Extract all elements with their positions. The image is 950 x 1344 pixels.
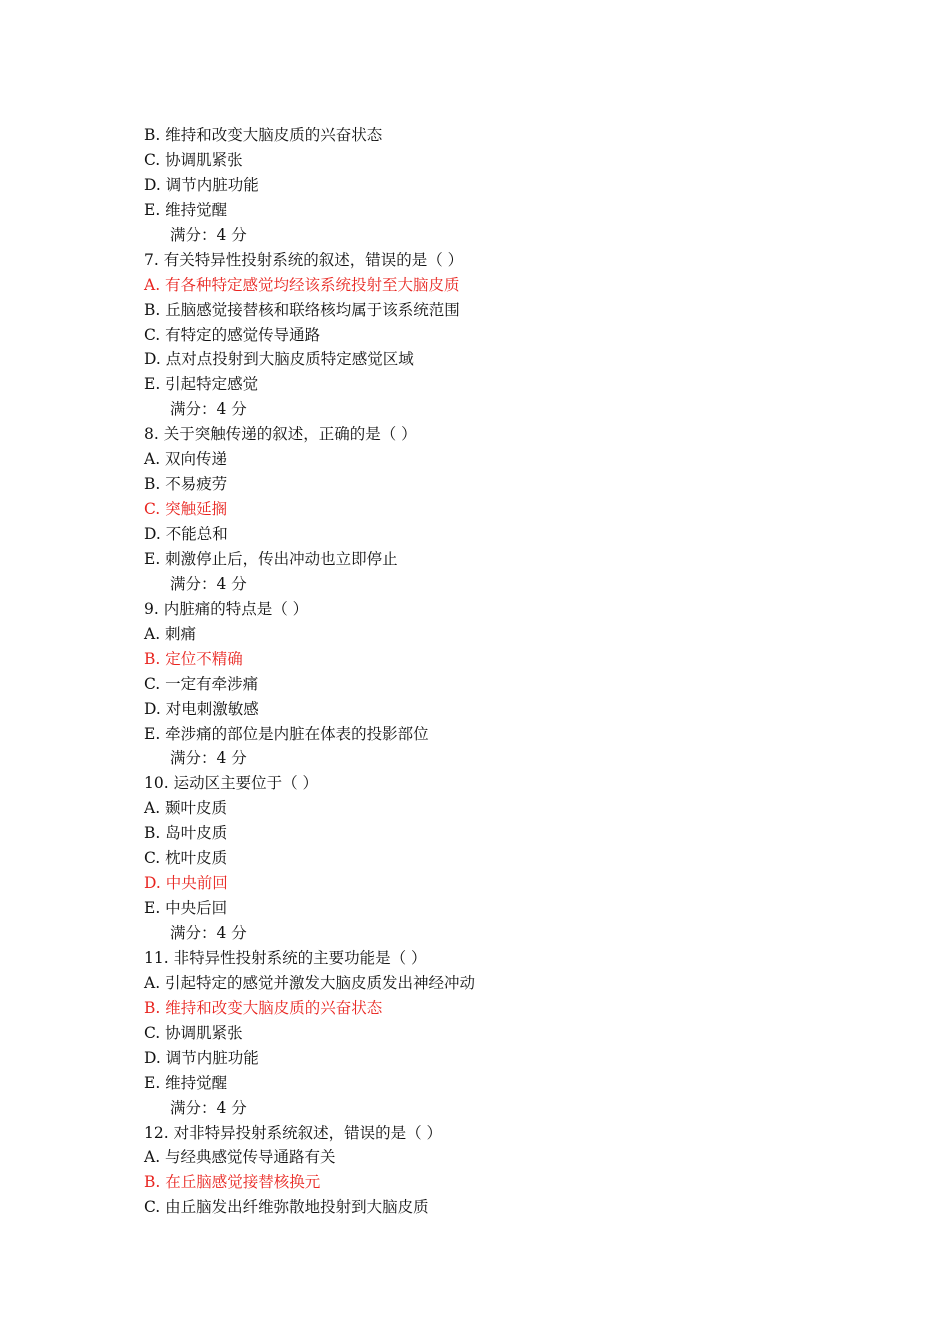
answer-option: C. 协调肌紧张 <box>144 1023 243 1042</box>
answer-option: C. 枕叶皮质 <box>144 849 228 868</box>
answer-option: E. 引起特定感觉 <box>144 375 259 394</box>
correct-answer-option: B. 维持和改变大脑皮质的兴奋状态 <box>144 998 383 1017</box>
answer-option: B. 维持和改变大脑皮质的兴奋状态 <box>144 126 383 144</box>
answer-option: A. 颞叶皮质 <box>144 799 228 818</box>
score-line: 满分：4 分 <box>170 749 247 768</box>
quiz-document <box>144 123 864 1220</box>
score-line: 满分：4 分 <box>170 400 247 419</box>
answer-option: E. 牵涉痛的部位是内脏在体表的投影部位 <box>144 724 429 743</box>
answer-option: A. 刺痛 <box>144 624 197 643</box>
answer-option: A. 与经典感觉传导通路有关 <box>144 1148 336 1167</box>
correct-answer-option: A. 有各种特定感觉均经该系统投射至大脑皮质 <box>144 275 460 294</box>
answer-option: E. 维持觉醒 <box>144 200 228 219</box>
question-text: 11. 非特异性投射系统的主要功能是（ ） <box>144 948 427 967</box>
answer-option: D. 调节内脏功能 <box>144 175 259 194</box>
answer-option: C. 有特定的感觉传导通路 <box>144 325 321 344</box>
answer-option: D. 调节内脏功能 <box>144 1048 259 1067</box>
question-text: 9. 内脏痛的特点是（ ） <box>144 599 309 618</box>
question-text: 7. 有关特异性投射系统的叙述，错误的是（ ） <box>144 250 464 269</box>
answer-option: E. 刺激停止后，传出冲动也立即停止 <box>144 549 398 568</box>
answer-option: E. 维持觉醒 <box>144 1073 228 1092</box>
answer-option: E. 中央后回 <box>144 899 228 918</box>
score-line: 满分：4 分 <box>170 1098 247 1117</box>
question-text: 10. 运动区主要位于（ ） <box>144 774 319 793</box>
correct-answer-option: D. 中央前回 <box>144 874 228 893</box>
answer-option: C. 一定有牵涉痛 <box>144 674 259 693</box>
answer-option: A. 引起特定的感觉并激发大脑皮质发出神经冲动 <box>144 973 476 992</box>
answer-option: D. 不能总和 <box>144 525 228 543</box>
answer-option: D. 点对点投射到大脑皮质特定感觉区域 <box>144 350 414 369</box>
answer-option: C. 由丘脑发出纤维弥散地投射到大脑皮质 <box>144 1198 429 1217</box>
correct-answer-option: B. 定位不精确 <box>144 649 243 668</box>
answer-option: B. 丘脑感觉接替核和联络核均属于该系统范围 <box>144 300 460 319</box>
correct-answer-option: C. 突触延搁 <box>144 500 228 519</box>
question-text: 12. 对非特异投射系统叙述，错误的是（ ） <box>144 1123 443 1142</box>
answer-option: B. 岛叶皮质 <box>144 824 228 843</box>
score-line: 满分：4 分 <box>170 225 247 244</box>
answer-option: B. 不易疲劳 <box>144 475 228 494</box>
score-line: 满分：4 分 <box>170 574 247 593</box>
score-line: 满分：4 分 <box>170 924 247 942</box>
answer-option: A. 双向传递 <box>144 450 228 469</box>
correct-answer-option: B. 在丘脑感觉接替核换元 <box>144 1173 321 1192</box>
answer-option: C. 协调肌紧张 <box>144 150 243 169</box>
answer-option: D. 对电刺激敏感 <box>144 699 259 718</box>
question-text: 8. 关于突触传递的叙述，正确的是（ ） <box>144 425 417 444</box>
